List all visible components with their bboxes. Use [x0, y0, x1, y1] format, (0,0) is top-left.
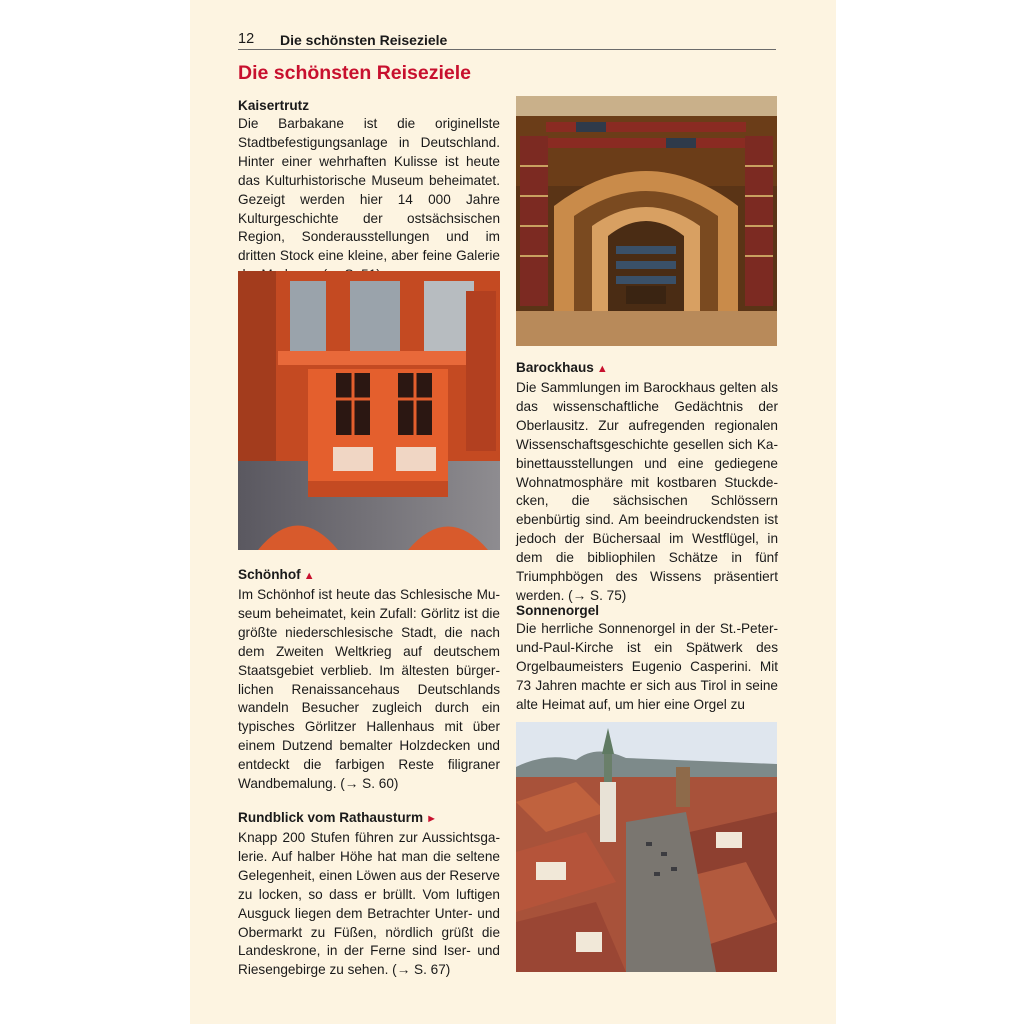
entry-title: Kaisertrutz: [238, 98, 310, 113]
entry-sonnenorgel: [516, 601, 778, 715]
entry-marker: ►: [426, 813, 437, 825]
book-page: [190, 0, 836, 1024]
entry-title: Schönhof ▲: [238, 567, 315, 582]
running-title: Die schönsten Reiseziele: [280, 32, 448, 48]
section-title: Die schönsten Reiseziele: [238, 62, 472, 84]
photo-library-hall: [516, 96, 777, 346]
entry-title: Barockhaus ▲: [516, 360, 608, 375]
photo-goerlitz-rooftops: [516, 722, 777, 972]
entry-text: Die herrliche Sonnenorgel in der St.-Peter-und-Paul-Kirche ist ein Spätwerk des Orgelbaumeisters Eugenio Casperini. Mit 73 Jahren machte er sich aus Tirol in seine alte Heimat auf, um hier eine Orgel zu: [516, 621, 778, 712]
entry-text: Die Sammlungen im Barockhaus gelten als das wissenschaftliche Gedächtnis der Oberlausitz. Zur aufregenden regionalen Wissenschaftsgeschichte gesellen sich Kabinettausstellungen und eine gediegene Wohnatmosphäre mit kostbaren Stuckdecken, die sächsischen Schlössern ebenbürtig sind. Am beeindruckendsten ist jedoch der Büchersaal im Westflügel, in dem die bibliophilen Schätze in fünf Triumphbögen des Wissens präsentiert werden. (→ S. 75): [516, 380, 778, 603]
entry-title: Rundblick vom Rathausturm ►: [238, 810, 437, 825]
running-header: [238, 30, 776, 50]
entry-kaisertrutz: [238, 96, 500, 285]
page-number: 12: [238, 31, 255, 47]
entry-text: Knapp 200 Stufen führen zur Aussichtsgalerie. Auf halber Höhe hat man die seltene Gelegenheit, einen Löwen aus der Reserve zu locken, so dass er brüllt. Vom luftigen Ausguck liegen dem Betrachter Unter- und Obermarkt zu Füßen, nördlich grüßt die Landeskrone, in der Ferne sind Iser- und Riesengebirge zu sehen. (→ S. 67): [238, 830, 500, 978]
entry-title: Sonnenorgel: [516, 603, 600, 618]
entry-text: Die Barbakane ist die originellste Stadtbefestigungsanlage in Deutschland. Hinter einer wehrhaften Kulisse ist heute das Kulturhistorische Museum beheimatet. Gezeigt werden hier 14 000 Jahre Kulturgeschichte der ostsächsischen Region, Sonderausstellungen und im dritten Stock eine kleine, aber feine Galerie: [238, 116, 500, 264]
photo-schoenhof-facade: [238, 271, 500, 550]
entry-marker: ▲: [596, 363, 608, 375]
entry-barockhaus: [516, 358, 778, 606]
entry-rundblick: [238, 808, 500, 980]
entry-marker: ▲: [303, 570, 315, 582]
entry-schoenhof: [238, 565, 500, 794]
entry-text: Im Schönhof ist heute das Schlesische Museum beheimatet, kein Zufall: Görlitz ist die größte niederschlesische Stadt, die nach dem Zweiten Weltkrieg auf deutschem Staatsgebiet verblieb. Im ältesten bürgerlichen Renaissancehaus Deutschlands wandeln Besucher zugleich durch ein typisches Görlitzer Hallenhaus mit über einem Dutzend bemalter Holzdecken und entdeckt die farbigen Reste filigraner Wandbemalung. (→ S. 60): [238, 587, 500, 792]
